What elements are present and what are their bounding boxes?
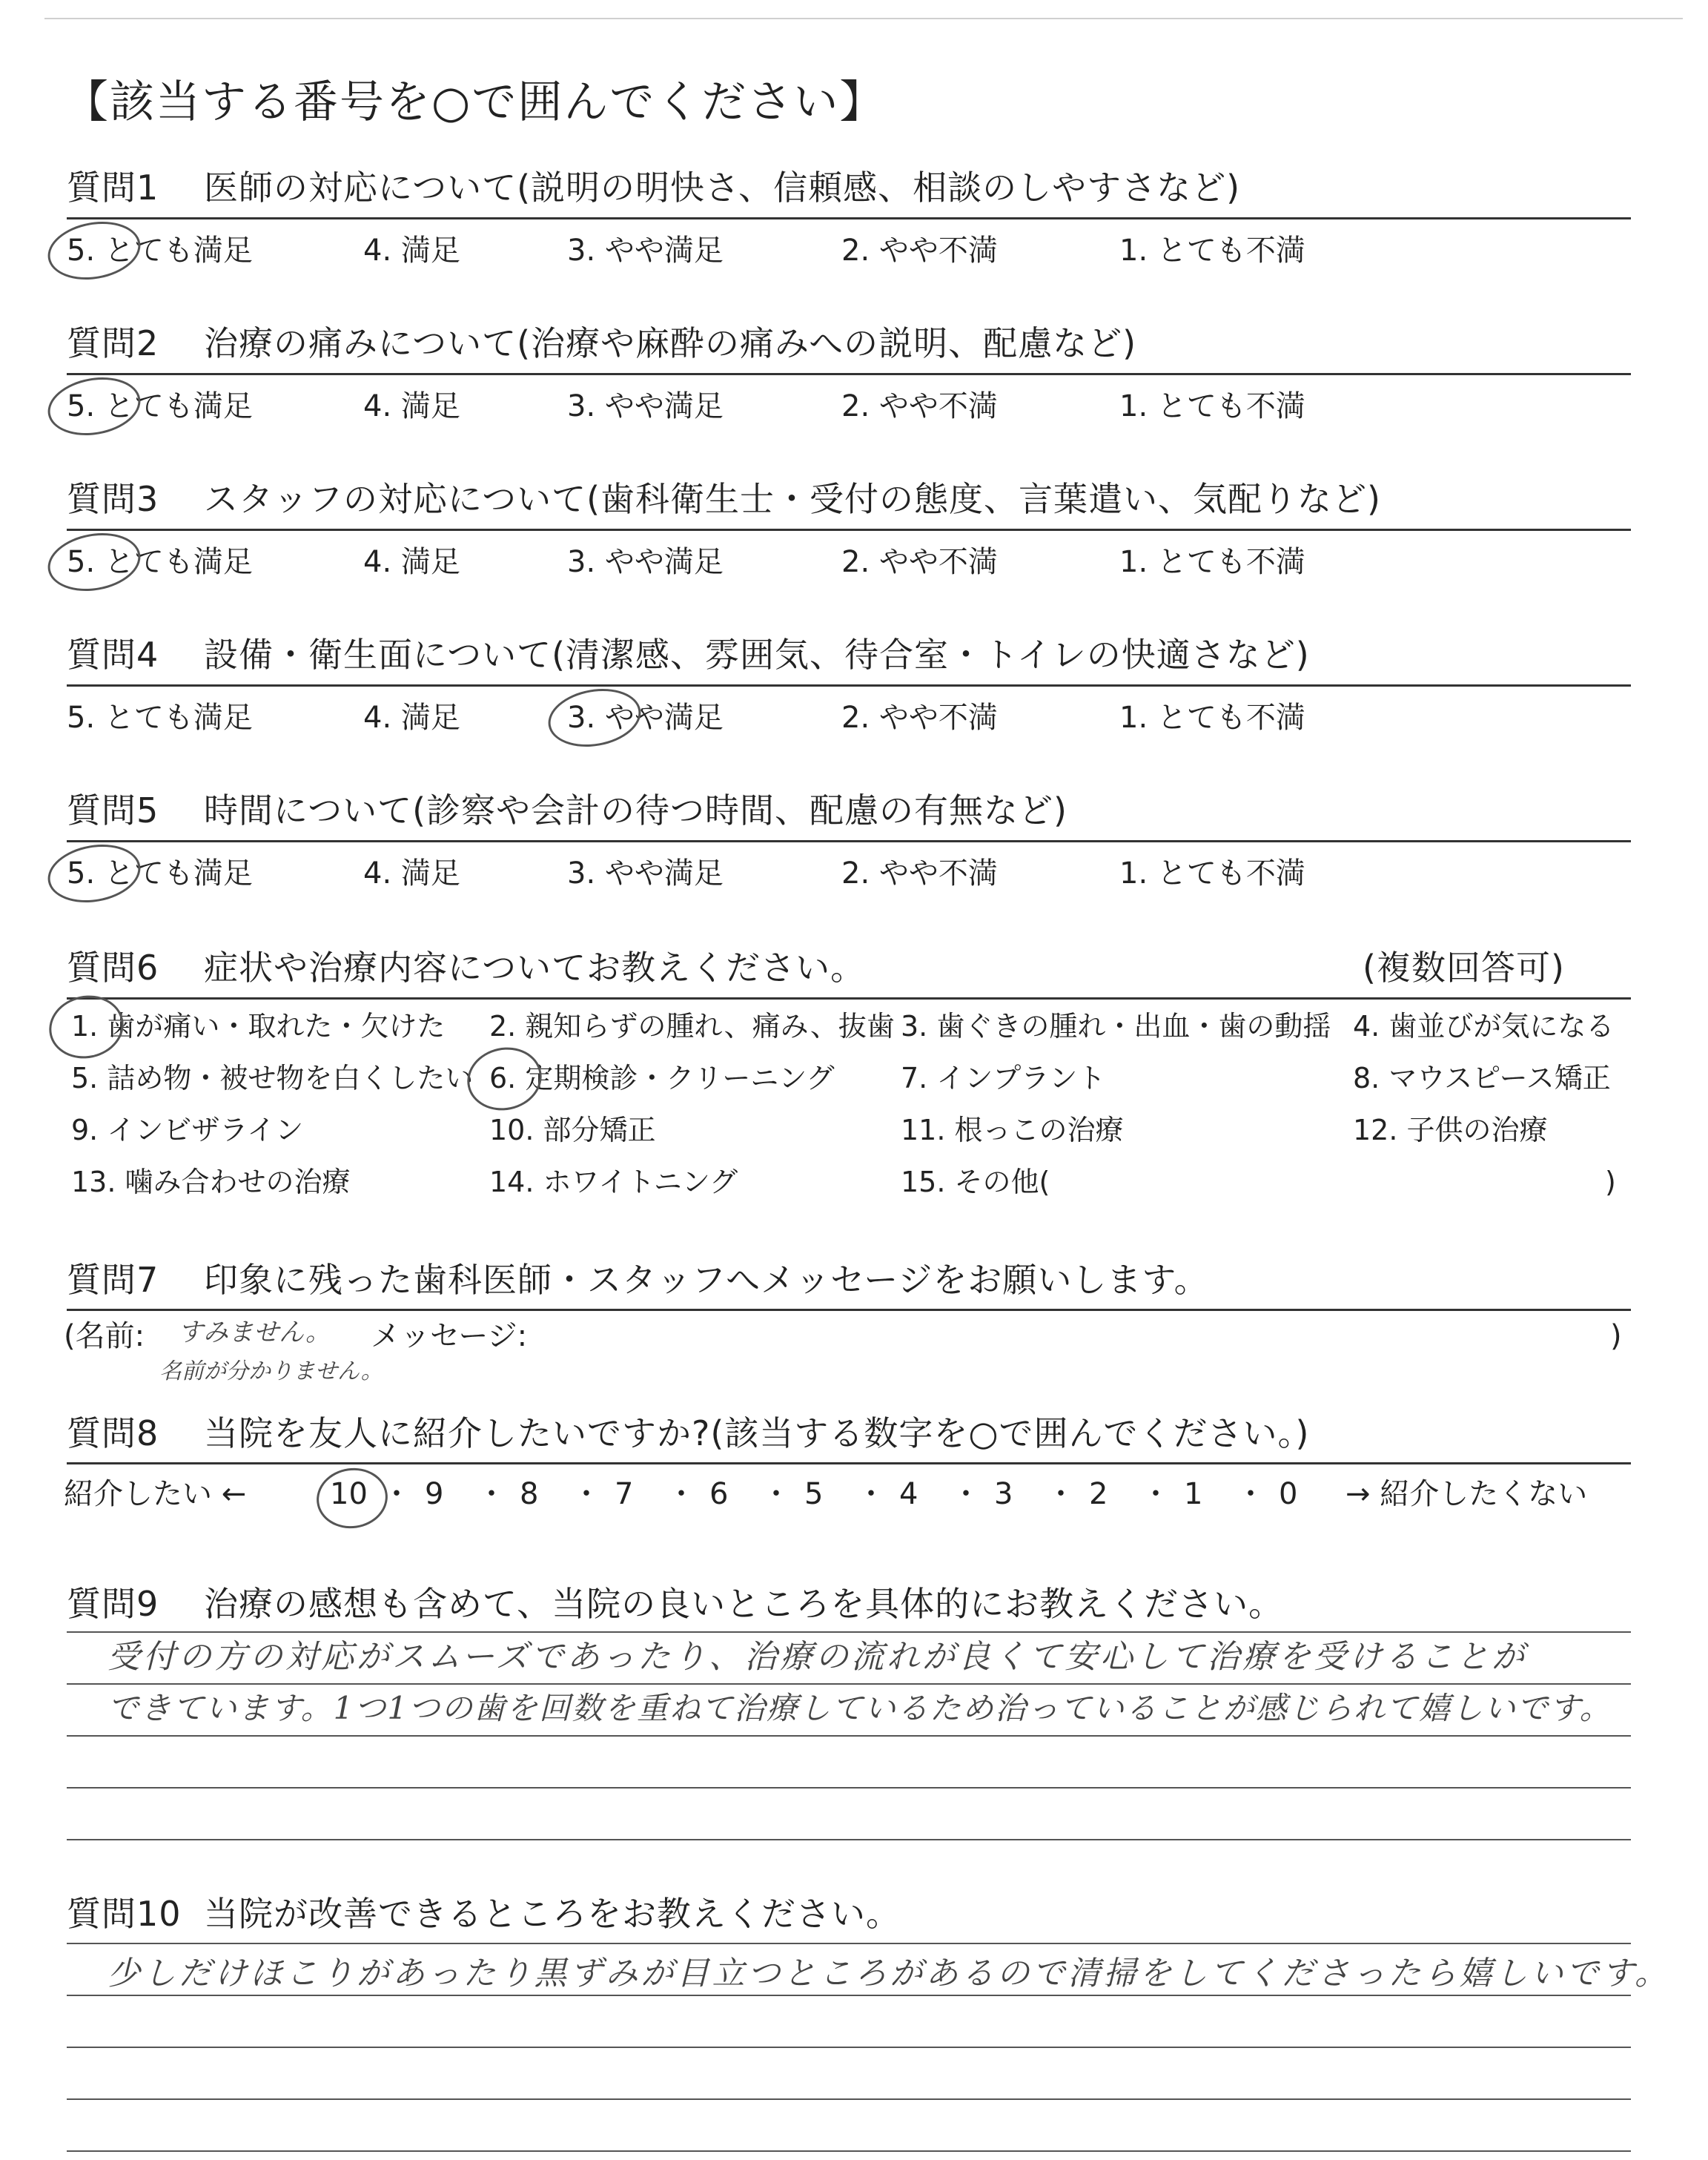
q7-handwritten-name-2: 名前が分かりません。 [159,1358,383,1384]
q8-text: 当院を友人に紹介したいですか?(該当する数字を○で囲んでください。) [204,1413,1310,1453]
q7-label: 質問7 [67,1260,159,1300]
q10-text: 当院が改善できるところをお教えください。 [204,1894,901,1934]
question-rule [67,373,1631,375]
question-rule [67,840,1631,842]
q8-scale-number: 0 [1279,1477,1298,1511]
q9-line-3 [67,1735,1631,1737]
q7-text: 印象に残った歯科医師・スタッフへメッセージをお願いします。 [204,1260,1209,1300]
q7-close-paren: ) [1610,1319,1622,1353]
q9-line-2 [67,1683,1631,1685]
q8-rule [67,1462,1631,1464]
q6-option: 8. マウスピース矯正 [1353,1062,1611,1094]
q10-line-1 [67,1943,1631,1944]
q6-option: 1. 歯が痛い・取れた・欠けた [71,1010,446,1043]
q6-option: 2. 親知らずの腫れ、痛み、抜歯 [489,1010,895,1043]
q8-scale-number: 4 [899,1477,918,1511]
q6-option: ) [1605,1166,1616,1198]
q6-option: 12. 子供の治療 [1353,1114,1548,1146]
question-text: 治療の痛みについて(治療や麻酔の痛みへの説明、配慮など) [204,323,1137,363]
q9-handwriting-1: 受付の方の対応がスムーズであったり、治療の流れが良くて安心して治療を受けることが [107,1638,1528,1676]
question-text: スタッフの対応について(歯科衛生士・受付の態度、言葉遣い、気配りなど) [204,479,1381,519]
q8-scale-number: 3 [994,1477,1013,1511]
q10-line-3 [67,2047,1631,2048]
q6-label: 質問6 [67,948,159,988]
q6-option: 9. インビザライン [71,1114,304,1146]
question-label: 質問3 [67,479,159,519]
q7-rule [67,1309,1631,1311]
selection-circle [43,988,129,1065]
rating-option: 2. やや不満 [841,701,998,735]
q9-line-5 [67,1839,1631,1840]
selection-circle [43,838,145,910]
question-label: 質問5 [67,790,159,830]
rating-option: 3. やや満足 [567,545,724,579]
rating-option: 4. 満足 [363,701,460,735]
q6-option: 11. 根っこの治療 [901,1114,1124,1146]
q9-handwriting-2: できています。1つ1つの歯を回数を重ねて治療しているため治っていることが感じられて嬉しいです。 [107,1690,1612,1726]
rating-option: 1. とても不満 [1119,389,1305,423]
q8-scale-number: 6 [709,1477,729,1511]
rating-option: 5. とても満足 [67,701,253,735]
rating-option: 3. やや満足 [567,234,724,268]
rating-option: 1. とても不満 [1119,545,1305,579]
q9-label: 質問9 [67,1584,159,1624]
q8-separator-dot: ・ [856,1477,886,1511]
rating-option: 1. とても不満 [1119,856,1305,891]
q10-handwriting-1: 少しだけほこりがあったり黒ずみが目立つところがあるので清掃をしてくださったら嬉しいです。 [107,1955,1671,1992]
q6-option: 7. インプラント [901,1062,1106,1094]
q6-option: 3. 歯ぐきの腫れ・出血・歯の動揺 [901,1010,1331,1043]
q6-rule [67,997,1631,1000]
rating-option: 3. やや満足 [567,701,724,735]
question-label: 質問1 [67,168,159,208]
page-top-edge [44,18,1683,19]
question-text: 設備・衛生面について(清潔感、雰囲気、待合室・トイレの快適さなど) [204,635,1310,675]
q8-right-label: → 紹介したくない [1345,1477,1588,1511]
q8-scale-number: 10 [330,1477,368,1511]
question-label: 質問4 [67,635,159,675]
q8-separator-dot: ・ [951,1477,981,1511]
selection-circle [313,1464,391,1533]
q7-message-label: メッセージ: [371,1319,528,1353]
rating-option: 4. 満足 [363,234,460,268]
rating-option: 5. とても満足 [67,856,253,891]
selection-circle [43,215,145,287]
q6-option: 6. 定期検診・クリーニング [489,1062,835,1094]
q6-text: 症状や治療内容についてお教えください。 [204,948,866,988]
question-label: 質問2 [67,323,159,363]
q6-option: 5. 詰め物・被せ物を白くしたい [71,1062,474,1094]
q8-scale-number: 7 [615,1477,634,1511]
q8-left-label: 紹介したい ← [64,1477,247,1511]
q8-separator-dot: ・ [1236,1477,1265,1511]
rating-option: 4. 満足 [363,389,460,423]
rating-option: 4. 満足 [363,856,460,891]
q6-option: 14. ホワイトニング [489,1166,738,1198]
question-text: 医師の対応について(説明の明快さ、信頼感、相談のしやすさなど) [204,168,1241,208]
question-rule [67,529,1631,531]
selection-circle [43,526,145,598]
q8-scale-number: 9 [425,1477,444,1511]
form-header: 【該当する番号を○で囲んでください】 [64,76,886,128]
q8-separator-dot: ・ [1141,1477,1171,1511]
question-rule [67,684,1631,687]
q10-label: 質問10 [67,1894,182,1934]
rating-option: 5. とても満足 [67,234,253,268]
q8-scale-number: 2 [1089,1477,1108,1511]
rating-option: 3. やや満足 [567,389,724,423]
q10-line-4 [67,2098,1631,2100]
rating-option: 4. 満足 [363,545,460,579]
rating-option: 2. やや不満 [841,545,998,579]
q7-name-label: (名前: [64,1319,145,1353]
selection-circle [461,1040,547,1117]
q8-separator-dot: ・ [761,1477,791,1511]
q8-separator-dot: ・ [382,1477,411,1511]
q8-scale-number: 5 [804,1477,824,1511]
rating-option: 2. やや不満 [841,389,998,423]
q9-line-4 [67,1787,1631,1789]
question-text: 時間について(診察や会計の待つ時間、配慮の有無など) [204,790,1068,830]
rating-option: 1. とても不満 [1119,701,1305,735]
q6-option: 4. 歯並びが気になる [1353,1010,1615,1043]
q8-separator-dot: ・ [477,1477,506,1511]
selection-circle [543,682,645,754]
q9-text: 治療の感想も含めて、当院の良いところを具体的にお教えください。 [204,1584,1284,1624]
q6-option: 13. 噛み合わせの治療 [71,1166,351,1198]
q8-scale-number: 8 [520,1477,539,1511]
rating-option: 3. やや満足 [567,856,724,891]
q7-handwritten-name: すみません。 [178,1318,331,1347]
q6-option: 10. 部分矯正 [489,1114,656,1146]
q8-label: 質問8 [67,1413,159,1453]
rating-option: 5. とても満足 [67,389,253,423]
rating-option: 1. とても不満 [1119,234,1305,268]
q10-line-2 [67,1995,1631,1996]
rating-option: 5. とても満足 [67,545,253,579]
q8-separator-dot: ・ [1046,1477,1076,1511]
rating-option: 2. やや不満 [841,234,998,268]
rating-option: 2. やや不満 [841,856,998,891]
q8-separator-dot: ・ [666,1477,696,1511]
q9-line-1 [67,1631,1631,1633]
question-rule [67,217,1631,219]
q8-separator-dot: ・ [572,1477,601,1511]
q8-scale-number: 1 [1184,1477,1203,1511]
q6-option: 15. その他( [901,1166,1050,1198]
q10-line-5 [67,2150,1631,2152]
selection-circle [43,371,145,443]
q6-note: (複数回答可) [1363,948,1565,988]
